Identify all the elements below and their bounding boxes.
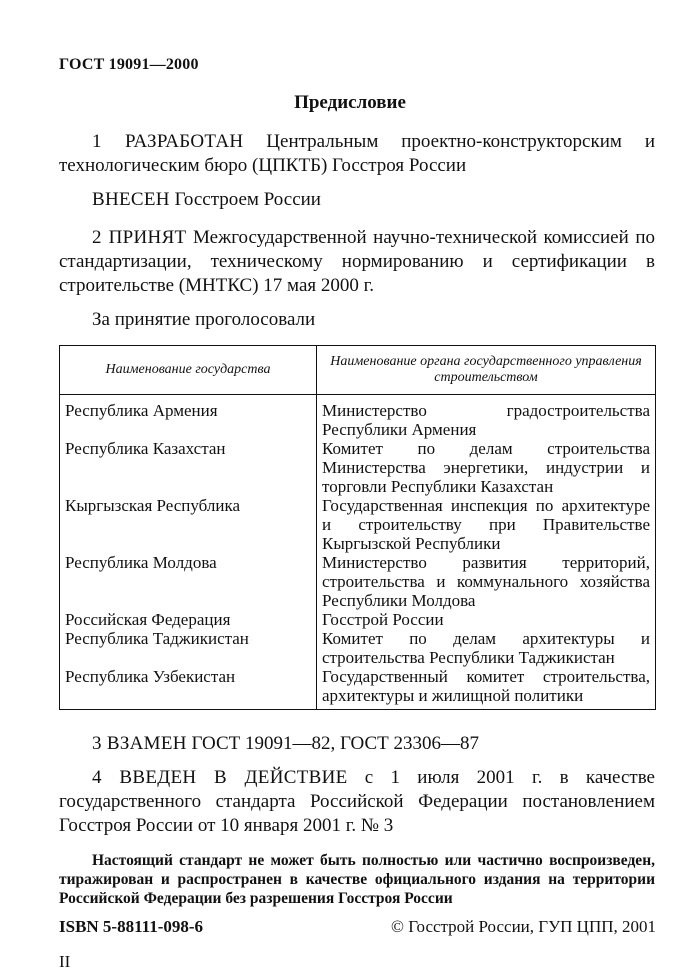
copyright: © Госстрой России, ГУП ЦПП, 2001 <box>391 917 656 936</box>
voted-label: За принятие проголосовали <box>92 309 316 330</box>
table-row <box>60 439 656 496</box>
reproduction-notice <box>59 851 655 908</box>
table-row <box>60 553 656 610</box>
table-row <box>60 610 656 629</box>
item-2-adopted <box>59 226 655 298</box>
state-cell: Республика Таджикистан <box>60 629 317 667</box>
isbn: ISBN 5-88111-098-6 <box>59 917 204 936</box>
voting-states-table <box>59 345 656 710</box>
table-row <box>60 629 656 667</box>
body-cell: Комитет по делам архитектуры и строительства Республики Таджикистан <box>317 629 656 667</box>
state-cell: Республика Узбекистан <box>60 667 317 710</box>
item-3-text: ГОСТ 19091—82, ГОСТ 23306—87 <box>186 733 480 754</box>
item-4-text: с 1 июля 2001 г. в качестве государственного стандарта Российской Федерации постановлением Госстроя России от 10 января 2001 г. № 3 <box>59 767 655 836</box>
table-row <box>60 395 656 440</box>
standard-code-header: ГОСТ 19091—2000 <box>59 56 199 73</box>
item-3-lead: 3 ВЗАМЕН <box>92 733 187 754</box>
introduced-lead: ВНЕСЕН <box>92 189 170 210</box>
body-cell: Министерство развития территорий, строительства и коммунального хозяйства Республики Молдова <box>317 553 656 610</box>
state-cell: Республика Молдова <box>60 553 317 610</box>
column-header-body: Наименование органа государственного управления строительством <box>317 346 656 395</box>
body-cell: Министерство градостроительства Республики Армения <box>317 395 656 440</box>
item-1-lead: 1 РАЗРАБОТАН <box>92 131 244 152</box>
table-header-row <box>60 346 656 395</box>
state-cell: Российская Федерация <box>60 610 317 629</box>
item-1-text: Центральным проектно-конструкторским и технологическим бюро (ЦПКТБ) Госстроя России <box>59 131 655 176</box>
body-cell: Государственная инспекция по архитектуре и строительству при Правительстве Кыргызской Республики <box>317 496 656 553</box>
state-cell: Республика Армения <box>60 395 317 440</box>
body-cell: Комитет по делам строительства Министерства энергетики, индустрии и торговли Республики Казахстан <box>317 439 656 496</box>
item-4-effective <box>59 766 655 838</box>
state-cell: Республика Казахстан <box>60 439 317 496</box>
section-title: Предисловие <box>294 92 406 113</box>
table-row <box>60 496 656 553</box>
item-4-lead: 4 ВВЕДЕН В ДЕЙСТВИЕ <box>92 767 348 788</box>
introduced-line <box>92 188 321 212</box>
item-3-replaces <box>92 732 479 756</box>
item-2-lead: 2 ПРИНЯТ <box>92 227 187 248</box>
item-2-text: Межгосударственной научно-технической комиссией по стандартизации, техническому нормированию и сертификации в строительстве (МНТКС) 17 мая 2000 г. <box>59 227 655 296</box>
item-1-developed <box>59 130 655 178</box>
body-cell: Государственный комитет строительства, архитектуры и жилищной политики <box>317 667 656 710</box>
body-cell: Госстрой России <box>317 610 656 629</box>
reproduction-notice-text: Настоящий стандарт не может быть полностью или частично воспроизведен, тиражирован и распространен в качестве официального издания на территории Российской Федерации без разрешения Госстроя России <box>59 852 655 907</box>
introduced-text: Госстроем России <box>169 189 321 210</box>
table-row <box>60 667 656 710</box>
column-header-state: Наименование государства <box>60 346 317 395</box>
state-cell: Кыргызская Республика <box>60 496 317 553</box>
page-number: II <box>59 952 71 971</box>
